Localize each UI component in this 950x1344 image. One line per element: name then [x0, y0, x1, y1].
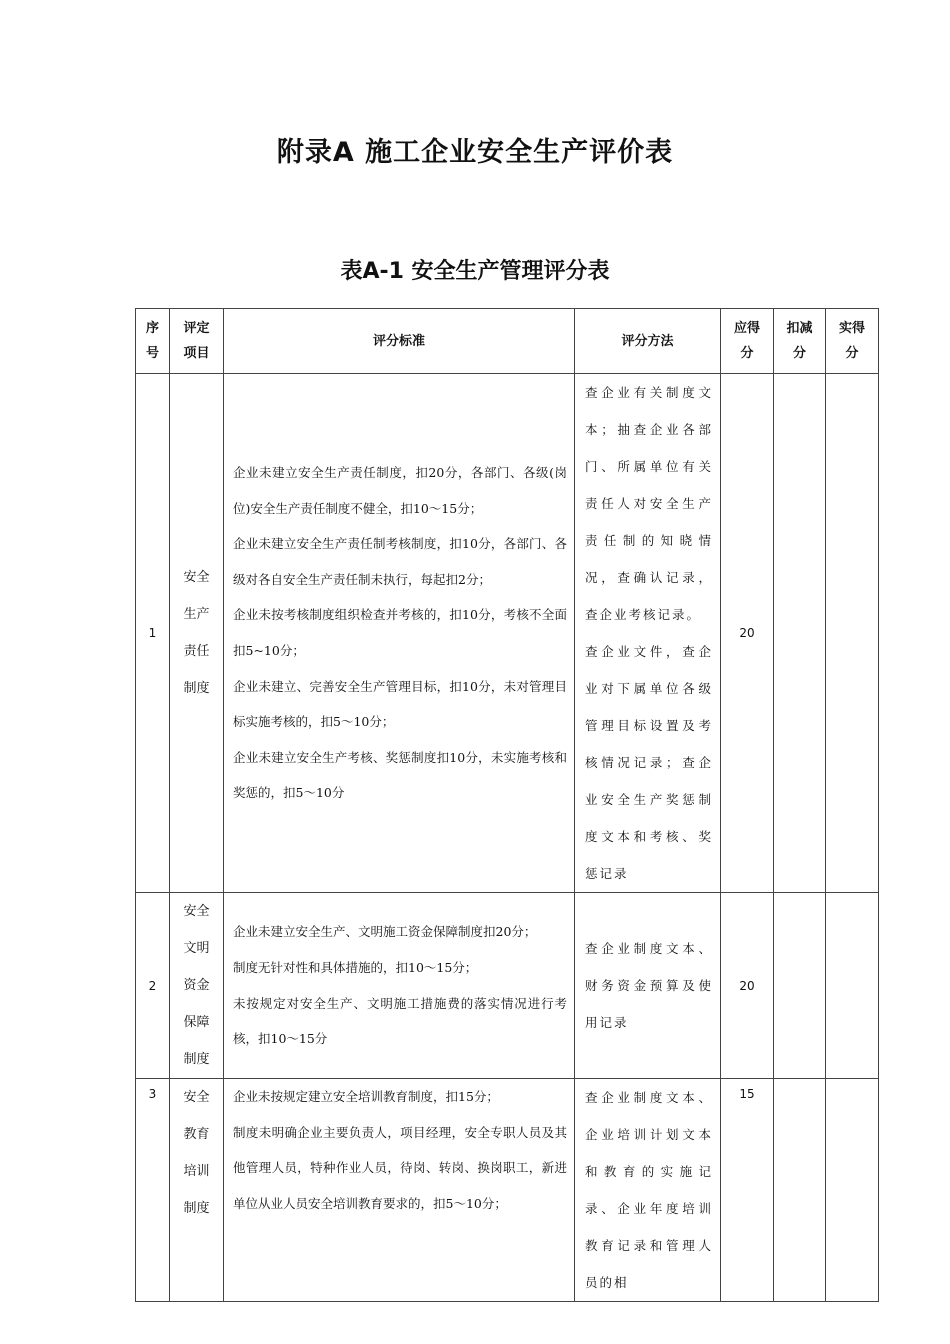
criteria-line: 企业未按规定建立安全培训教育制度，扣15分；	[233, 1089, 499, 1104]
row-due-score: 20	[721, 893, 774, 1079]
row-method	[575, 1079, 721, 1302]
table-title: 表A-1 安全生产管理评分表	[340, 259, 610, 284]
method-line: 查企业制度文本、财务资金预算及使用记录	[585, 941, 713, 1030]
header-item: 评定项目	[170, 309, 224, 374]
table-row	[136, 374, 879, 893]
criteria-line: 企业未按考核制度组织检查并考核的，扣10分，考核不全面扣5~10分；	[233, 607, 567, 658]
header-row	[136, 309, 879, 374]
method-line: 查企业文件，查企业对下属单位各级管理目标设置及考核情况记录；查企业安全生产奖惩制度文本和考核、奖惩记录	[585, 644, 713, 881]
row-method	[575, 374, 721, 893]
header-criteria: 评分标准	[224, 309, 575, 374]
criteria-line: 企业未建立安全生产考核、奖惩制度扣10分，未实施考核和奖惩的，扣5～10分	[233, 749, 567, 801]
criteria-line: 企业未建立安全生产责任制度，扣20分，各部门、各级(岗位)安全生产责任制度不健全，扣10～15分；	[233, 465, 567, 516]
row-actual-score	[826, 1079, 879, 1302]
row-actual-score	[826, 374, 879, 893]
header-deduct-score: 扣减分	[774, 309, 826, 374]
method-line: 查企业制度文本、企业培训计划文本和教育的实施记录、企业年度培训教育记录和管理人员的相	[585, 1090, 713, 1290]
row-seq: 2	[136, 893, 170, 1079]
row-due-score: 15	[721, 1079, 774, 1302]
criteria-line: 未按规定对安全生产、文明施工措施费的落实情况进行考核，扣10～15分	[233, 995, 567, 1047]
table-row	[136, 1079, 879, 1302]
criteria-line: 企业未建立安全生产责任制考核制度，扣10分，各部门、各级对各自安全生产责任制未执行，每起扣2分；	[233, 536, 567, 587]
score-table	[135, 308, 879, 1302]
row-item: 安全教育培训制度	[170, 1079, 224, 1302]
row-method	[575, 893, 721, 1079]
header-seq: 序号	[136, 309, 170, 374]
header-due-score: 应得分	[721, 309, 774, 374]
row-deduct-score	[774, 1079, 826, 1302]
row-seq: 3	[136, 1079, 170, 1302]
header-method: 评分方法	[575, 309, 721, 374]
header-actual-score: 实得分	[826, 309, 879, 374]
row-deduct-score	[774, 374, 826, 893]
table-row	[136, 893, 879, 1079]
appendix-title: 附录A 施工企业安全生产评价表	[276, 137, 674, 168]
method-line: 查企业有关制度文本；抽查企业各部门、所属单位有关责任人对安全生产责任制的知晓情况，查确认记录，查企业考核记录。	[585, 385, 713, 622]
row-criteria	[224, 893, 575, 1079]
row-criteria	[224, 1079, 575, 1302]
row-seq: 1	[136, 374, 170, 893]
row-deduct-score	[774, 893, 826, 1079]
criteria-line: 企业未建立安全生产、文明施工资金保障制度扣20分；	[233, 924, 537, 940]
criteria-line: 制度无针对性和具体措施的，扣10～15分；	[233, 959, 478, 975]
row-item: 安全文明资金保障制度	[170, 893, 224, 1079]
criteria-line: 制度未明确企业主要负责人，项目经理，安全专职人员及其他管理人员，特种作业人员，待岗、转岗、换岗职工，新进单位从业人员安全培训教育要求的，扣5～10分；	[233, 1124, 567, 1211]
row-due-score: 20	[721, 374, 774, 893]
row-item: 安全生产责任制度	[170, 374, 224, 893]
row-actual-score	[826, 893, 879, 1079]
row-criteria	[224, 374, 575, 893]
criteria-line: 企业未建立、完善安全生产管理目标，扣10分，未对管理目标实施考核的，扣5～10分；	[233, 678, 567, 730]
